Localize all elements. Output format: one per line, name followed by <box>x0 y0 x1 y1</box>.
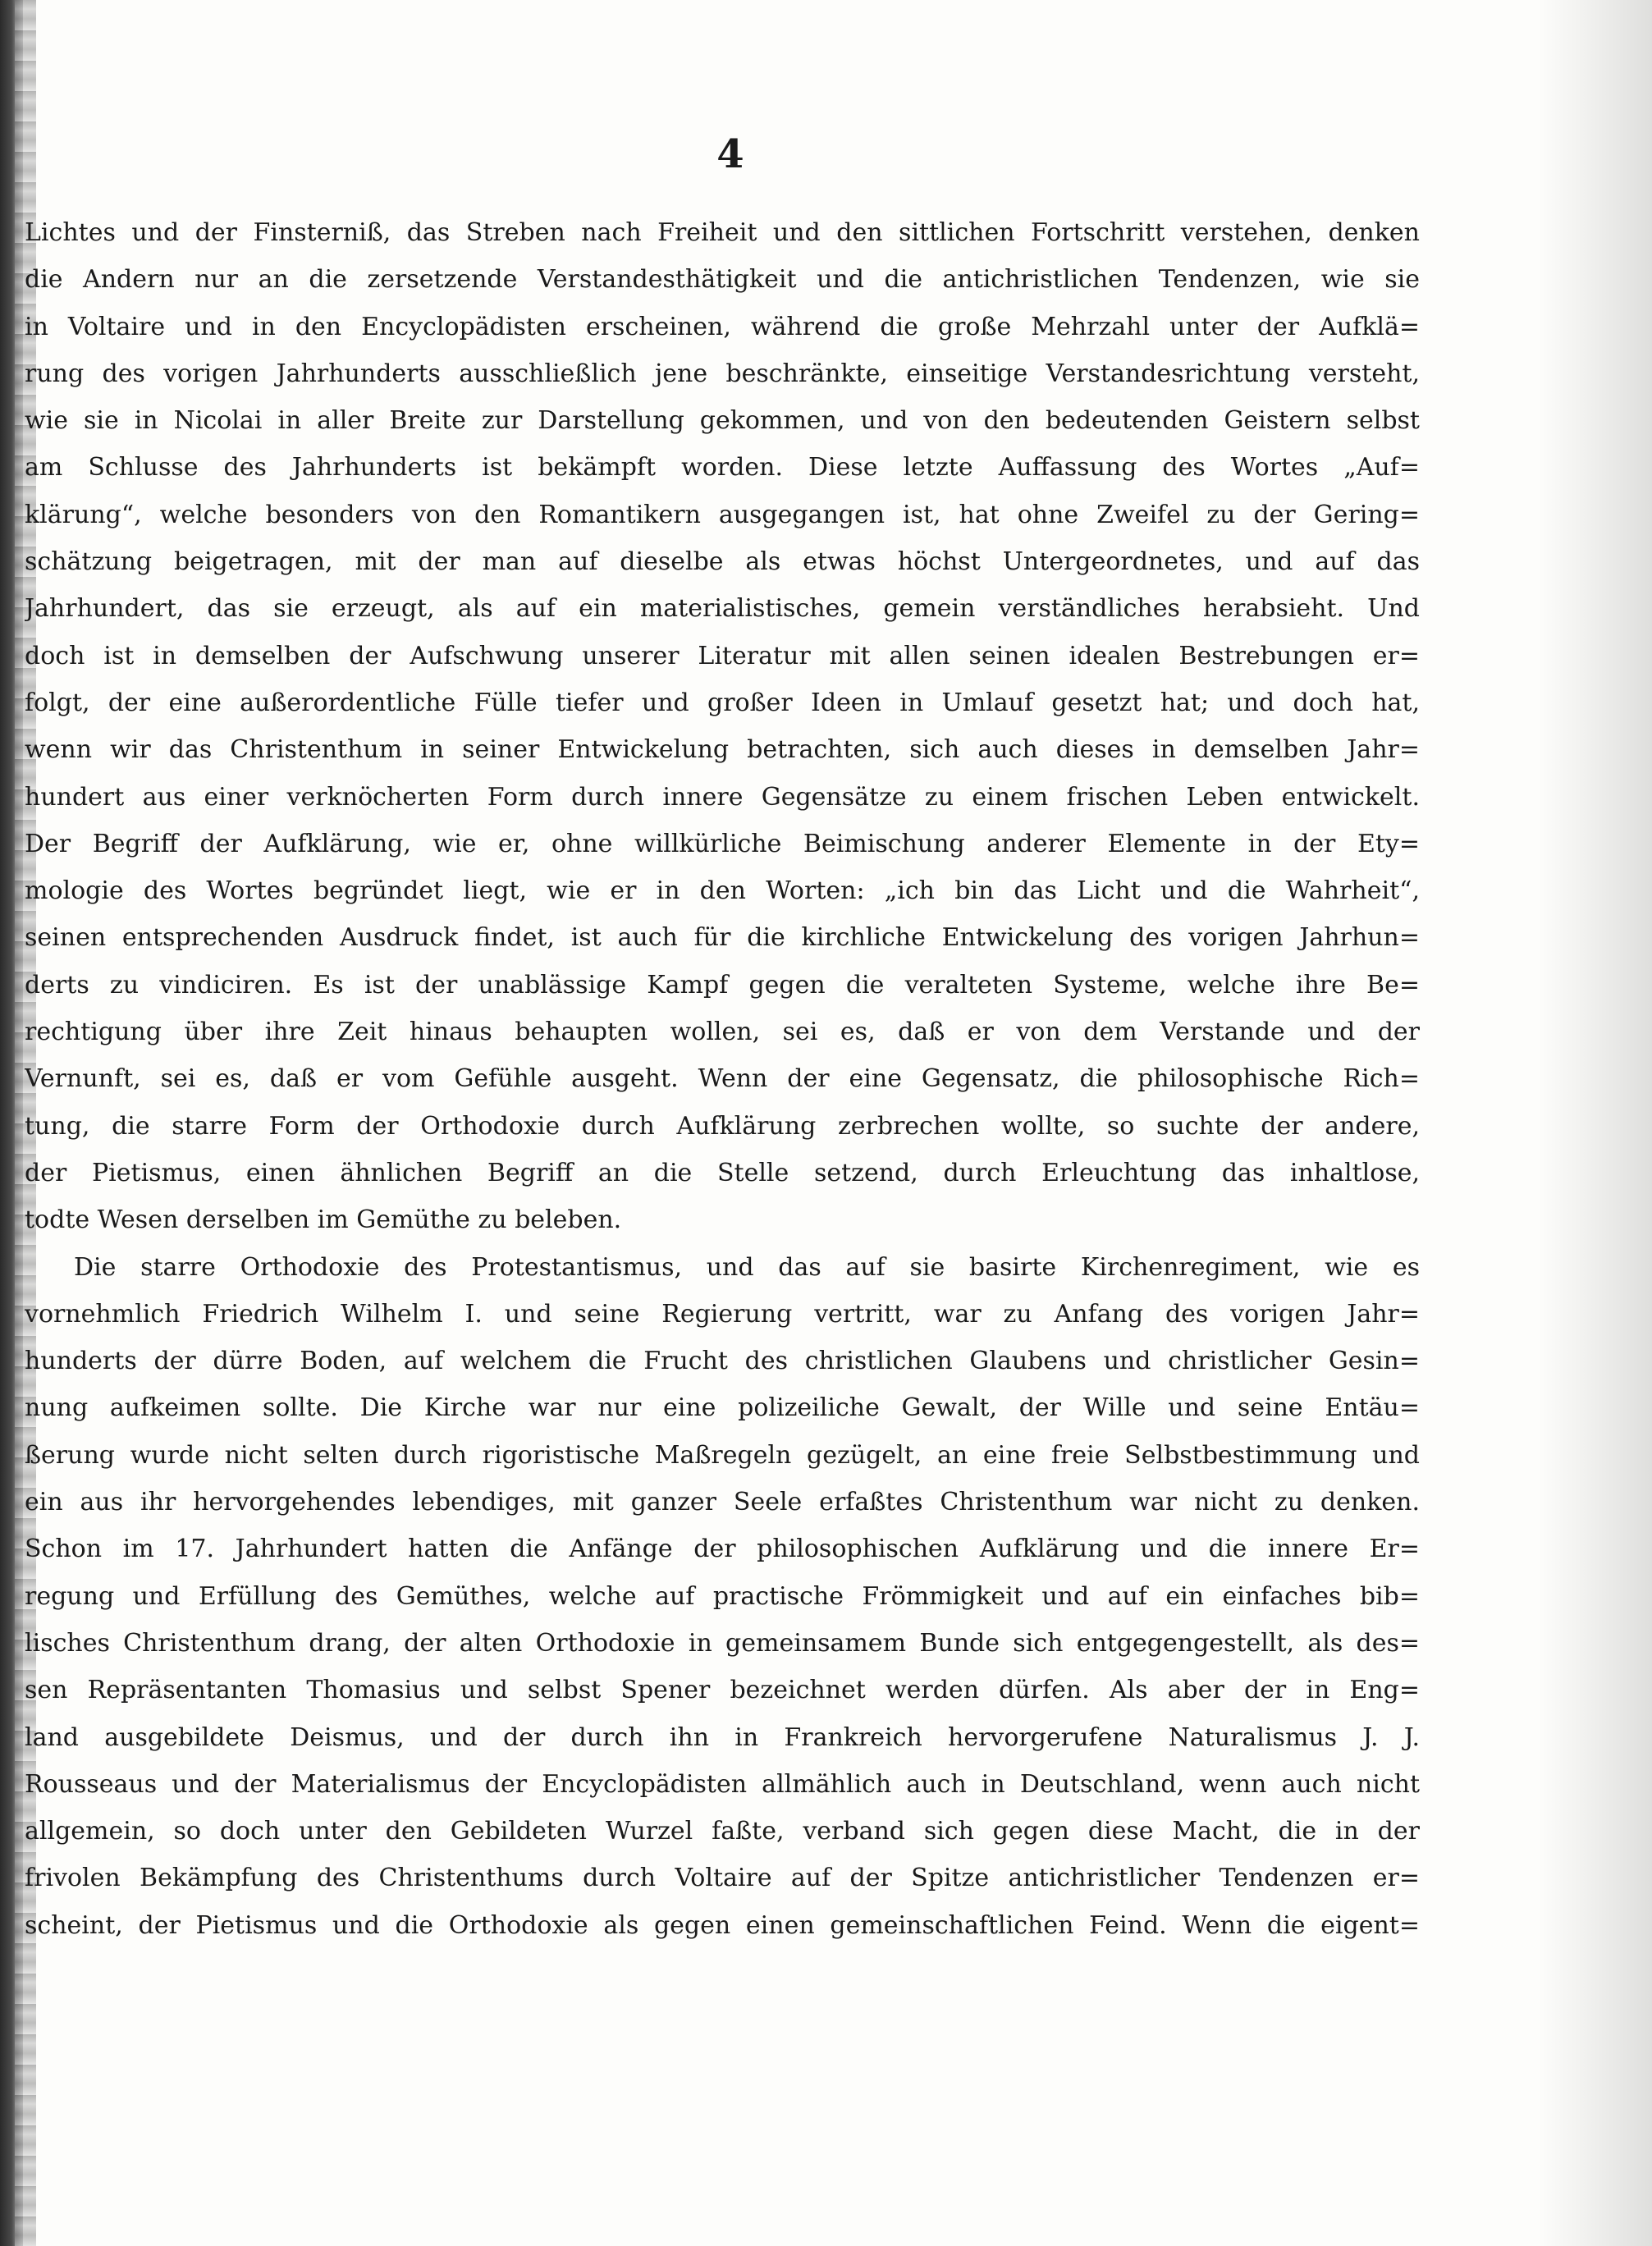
text-line: vornehmlich Friedrich Wilhelm I. und seine Regierung vertritt, war zu Anfang des vorigen Jahr= <box>25 1299 1420 1329</box>
text-line: Rousseaus und der Materialismus der Encyclopädisten allmählich auch in Deutschland, wenn auch nicht <box>25 1769 1420 1799</box>
text-line: mologie des Wortes begründet liegt, wie er in den Worten: „ich bin das Licht und die Wahrheit“, <box>25 876 1420 906</box>
text-line: wie sie in Nicolai in aller Breite zur Darstellung gekommen, und von den bedeutenden Geistern selbst <box>25 406 1420 436</box>
text-line: ßerung wurde nicht selten durch rigoristische Maßregeln gezügelt, an eine freie Selbstbestimmung und <box>25 1440 1420 1470</box>
text-line: Jahrhundert, das sie erzeugt, als auf ein materialistisches, gemein verständliches herabsieht. Und <box>25 594 1420 624</box>
text-line: sen Repräsentanten Thomasius und selbst Spener bezeichnet werden dürfen. Als aber der in Eng= <box>25 1676 1420 1705</box>
text-line: hunderts der dürre Boden, auf welchem die Frucht des christlichen Glaubens und christlicher Gesin= <box>25 1347 1420 1376</box>
text-line: doch ist in demselben der Aufschwung unserer Literatur mit allen seinen idealen Bestrebungen er= <box>25 641 1420 670</box>
text-line: derts zu vindiciren. Es ist der unablässige Kampf gegen die veralteten Systeme, welche ihre Be= <box>25 970 1420 999</box>
text-line: der Pietismus, einen ähnlichen Begriff an die Stelle setzend, durch Erleuchtung das inhaltlose, <box>25 1158 1420 1187</box>
text-line: schätzung beigetragen, mit der man auf dieselbe als etwas höchst Untergeordnetes, und auf das <box>25 547 1420 577</box>
text-line: Vernunft, sei es, daß er vom Gefühle ausgeht. Wenn der eine Gegensatz, die philosophische Rich= <box>25 1064 1420 1094</box>
text-line: am Schlusse des Jahrhunderts ist bekämpft worden. Diese letzte Auffassung des Wortes „Auf= <box>25 453 1420 483</box>
text-line: Die starre Orthodoxie des Protestantismus, und das auf sie basirte Kirchenregiment, wie es <box>74 1252 1420 1282</box>
text-line: frivolen Bekämpfung des Christenthums durch Voltaire auf der Spitze antichristlicher Tendenzen er= <box>25 1864 1420 1893</box>
text-line: land ausgebildete Deismus, und der durch ihn in Frankreich hervorgerufene Naturalismus J. J. <box>25 1722 1420 1752</box>
text-line: in Voltaire und in den Encyclopädisten erscheinen, während die große Mehrzahl unter der Aufklä= <box>25 312 1420 341</box>
text-line: allgemein, so doch unter den Gebildeten Wurzel faßte, verband sich gegen diese Macht, die in der <box>25 1817 1420 1846</box>
text-line: lisches Christenthum drang, der alten Orthodoxie in gemeinsamem Bunde sich entgegengestellt, als des= <box>25 1628 1420 1658</box>
text-line: regung und Erfüllung des Gemüthes, welche auf practische Frömmigkeit und auf ein einfaches bib= <box>25 1581 1420 1611</box>
paragraph-1 <box>25 209 1420 1244</box>
text-line: Schon im 17. Jahrhundert hatten die Anfänge der philosophischen Aufklärung und die innere Er= <box>25 1535 1420 1564</box>
text-line: rung des vorigen Jahrhunderts ausschließlich jene beschränkte, einseitige Verstandesrichtung versteht, <box>25 359 1420 388</box>
page-shadow <box>1537 0 1652 2246</box>
body-text <box>25 209 1420 1949</box>
text-line: ein aus ihr hervorgehendes lebendiges, mit ganzer Seele erfaßtes Christenthum war nicht zu denken. <box>25 1488 1420 1517</box>
text-line: Lichtes und der Finsterniß, das Streben nach Freiheit und den sittlichen Fortschritt verstehen, denken <box>25 218 1420 247</box>
text-line: Der Begriff der Aufklärung, wie er, ohne willkürliche Beimischung anderer Elemente in der Ety= <box>25 829 1420 858</box>
text-line: hundert aus einer verknöcherten Form durch innere Gegensätze zu einem frischen Leben entwickelt. <box>25 782 1420 812</box>
paragraph-2 <box>25 1244 1420 1949</box>
text-line: rechtigung über ihre Zeit hinaus behaupten wollen, sei es, daß er von dem Verstande und der <box>25 1018 1420 1047</box>
text-line: scheint, der Pietismus und die Orthodoxie als gegen einen gemeinschaftlichen Feind. Wenn die eigent= <box>25 1910 1420 1940</box>
text-line: folgt, der eine außerordentliche Fülle tiefer und großer Ideen in Umlauf gesetzt hat; und doch hat, <box>25 688 1420 717</box>
text-line: seinen entsprechenden Ausdruck findet, ist auch für die kirchliche Entwickelung des vorigen Jahrhun= <box>25 923 1420 953</box>
text-line: nung aufkeimen sollte. Die Kirche war nur eine polizeiliche Gewalt, der Wille und seine Entäu= <box>25 1393 1420 1423</box>
text-line: wenn wir das Christenthum in seiner Entwickelung betrachten, sich auch dieses in demselben Jahr= <box>25 735 1420 765</box>
text-line: die Andern nur an die zersetzende Verstandesthätigkeit und die antichristlichen Tendenzen, wie sie <box>25 265 1420 295</box>
page-number: 4 <box>716 131 744 177</box>
text-line: tung, die starre Form der Orthodoxie durch Aufklärung zerbrechen wollte, so suchte der andere, <box>25 1111 1420 1141</box>
text-line: todte Wesen derselben im Gemüthe zu beleben. <box>25 1205 622 1235</box>
text-line: klärung“, welche besonders von den Romantikern ausgegangen ist, hat ohne Zweifel zu der Gering= <box>25 500 1420 529</box>
